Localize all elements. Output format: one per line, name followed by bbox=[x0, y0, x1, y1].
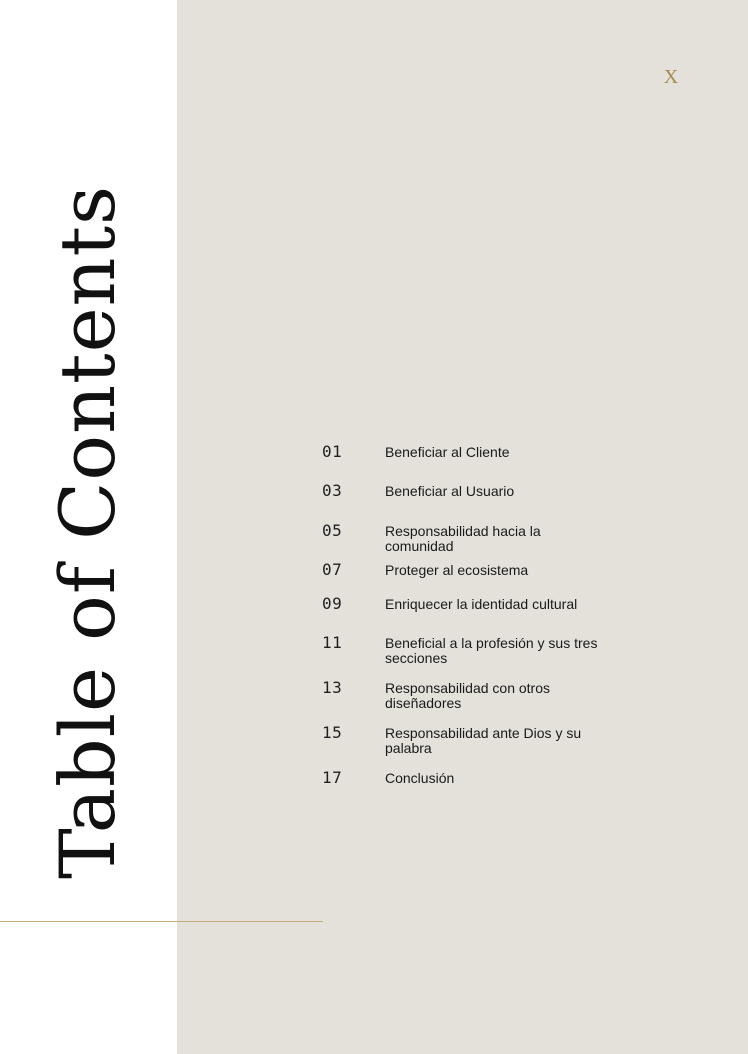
toc-entry-label: Enriquecer la identidad cultural bbox=[385, 596, 578, 612]
toc-page-number: 07 bbox=[322, 560, 343, 579]
toc-entry[interactable] bbox=[322, 443, 612, 461]
toc-page-number: 01 bbox=[322, 442, 343, 461]
toc-entry-label: Responsabilidad hacia la comunidad bbox=[385, 523, 541, 554]
toc-entry-label: Responsabilidad ante Dios y su palabra bbox=[385, 725, 582, 756]
toc-entry-label: Beneficiar al Usuario bbox=[385, 483, 515, 499]
toc-entry[interactable] bbox=[322, 482, 612, 500]
toc-entry-label: Beneficial a la profesión y sus tres secciones bbox=[385, 635, 598, 666]
toc-page-number: 03 bbox=[322, 481, 343, 500]
page-title: Table of Contents bbox=[43, 184, 132, 880]
toc-page-number: 09 bbox=[322, 594, 343, 613]
close-icon[interactable]: X bbox=[663, 66, 679, 88]
toc-page-number: 13 bbox=[322, 678, 343, 697]
toc-entry-label: Beneficiar al Cliente bbox=[385, 444, 510, 460]
toc-page-number: 17 bbox=[322, 768, 343, 787]
toc-entry[interactable] bbox=[322, 679, 612, 711]
accent-divider bbox=[0, 921, 323, 922]
toc-entry[interactable] bbox=[322, 724, 612, 756]
toc-entry-label: Conclusión bbox=[385, 770, 455, 786]
toc-entry[interactable] bbox=[322, 595, 612, 613]
toc-entry[interactable] bbox=[322, 634, 612, 666]
toc-page-number: 15 bbox=[322, 723, 343, 742]
toc-entry[interactable] bbox=[322, 561, 612, 579]
toc-entry-label: Responsabilidad con otros diseñadores bbox=[385, 680, 550, 711]
toc-entry[interactable] bbox=[322, 769, 612, 787]
toc-entry[interactable] bbox=[322, 522, 612, 554]
toc-page-number: 11 bbox=[322, 633, 343, 652]
toc-page-number: 05 bbox=[322, 521, 343, 540]
toc-entry-label: Proteger al ecosistema bbox=[385, 562, 529, 578]
